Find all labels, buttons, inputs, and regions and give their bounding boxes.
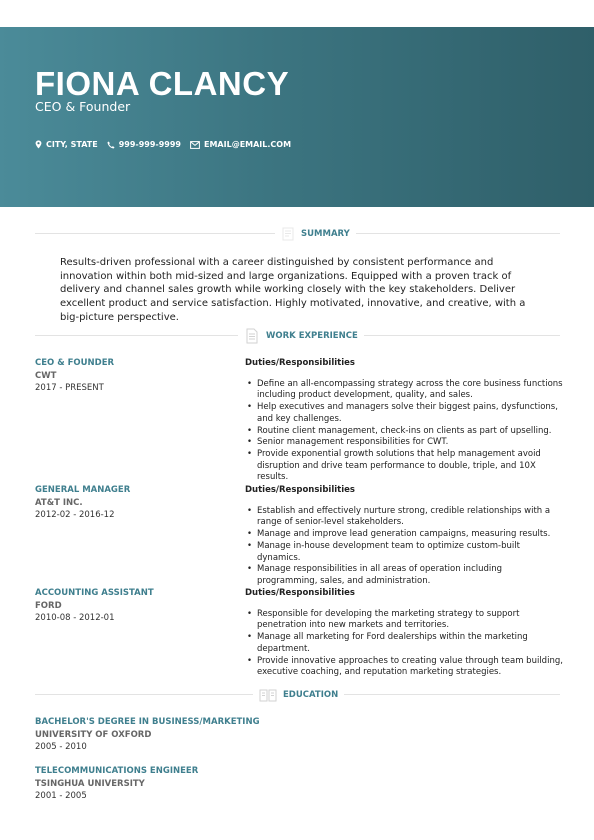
experience-section-header xyxy=(35,328,560,344)
contact-location xyxy=(35,140,98,149)
education-entry-2 xyxy=(35,765,335,803)
education-heading: EDUCATION xyxy=(283,690,339,700)
degree-title: BACHELOR'S DEGREE IN BUSINESS/MARKETING xyxy=(35,717,260,727)
email-icon xyxy=(190,141,200,149)
job-entry-1-duties xyxy=(245,358,563,484)
location-icon xyxy=(35,140,42,149)
job-dates: 2017 - PRESENT xyxy=(35,383,104,393)
job-entry-1-meta xyxy=(35,357,225,395)
duty-item: • Define an all-encompassing strategy across the core business functions including product development, quality, and sales. xyxy=(245,379,563,402)
contact-email[interactable] xyxy=(190,140,291,149)
duty-item: • Provide innovative approaches to creating value through team building, executive coaching, and reputation marketing strategies. xyxy=(245,656,563,679)
job-title: CEO & FOUNDER xyxy=(35,358,115,368)
duty-item: • Manage and improve lead generation campaigns, measuring results. xyxy=(245,529,563,541)
duty-item: • Establish and effectively nurture strong, credible relationships with a range of senior-level stakeholders. xyxy=(245,506,563,529)
duty-item: • Responsible for developing the marketing strategy to support penetration into new markets and territories. xyxy=(245,609,563,632)
resume-header xyxy=(0,27,594,207)
duty-item: • Senior management responsibilities for CWT. xyxy=(245,437,563,449)
school-name: UNIVERSITY OF OXFORD xyxy=(35,729,152,740)
education-heading-wrap xyxy=(253,687,344,703)
phone-icon xyxy=(107,141,115,149)
education-entry-1 xyxy=(35,716,335,754)
job-company: AT&T INC. xyxy=(35,497,83,508)
job-title: GENERAL MANAGER xyxy=(35,485,131,495)
summary-section-header xyxy=(35,226,560,242)
job-entry-2-meta xyxy=(35,484,225,522)
experience-heading: WORK EXPERIENCE xyxy=(266,331,358,341)
duty-item: • Provide exponential growth solutions that help management avoid disruption and drive team performance to double, triple, and 10X results. xyxy=(245,449,563,484)
duty-item: • Manage all marketing for Ford dealerships within the marketing department. xyxy=(245,632,563,655)
education-section-header xyxy=(35,687,560,703)
document-icon xyxy=(244,328,260,344)
summary-heading-wrap xyxy=(275,226,356,242)
summary-icon xyxy=(281,227,295,241)
job-title: ACCOUNTING ASSISTANT xyxy=(35,588,154,598)
education-dates: 2005 - 2010 xyxy=(35,742,87,752)
book-icon xyxy=(259,688,277,702)
duties-label: Duties/Responsibilities xyxy=(245,485,355,495)
duties-list xyxy=(245,609,563,679)
duties-label: Duties/Responsibilities xyxy=(245,588,355,598)
duty-item: • Routine client management, check-ins on clients as part of upselling. xyxy=(245,426,563,438)
candidate-title: CEO & Founder xyxy=(35,99,131,114)
job-dates: 2010-08 - 2012-01 xyxy=(35,613,115,623)
duties-label: Duties/Responsibilities xyxy=(245,358,355,368)
job-entry-3-duties xyxy=(245,588,563,679)
school-name: TSINGHUA UNIVERSITY xyxy=(35,778,145,789)
degree-title: TELECOMMUNICATIONS ENGINEER xyxy=(35,766,199,776)
job-dates: 2012-02 - 2016-12 xyxy=(35,510,115,520)
duties-list xyxy=(245,506,563,588)
job-entry-3-meta xyxy=(35,587,225,625)
education-dates: 2001 - 2005 xyxy=(35,791,87,801)
summary-heading: SUMMARY xyxy=(301,229,350,239)
contact-phone xyxy=(107,140,181,149)
job-company: FORD xyxy=(35,600,62,611)
duty-item: • Manage responsibilities in all areas of operation including programming, sales, and administration. xyxy=(245,564,563,587)
duties-list xyxy=(245,379,563,484)
experience-heading-wrap xyxy=(238,328,364,344)
contact-bar xyxy=(35,140,300,149)
duty-item: • Help executives and managers solve their biggest pains, dysfunctions, and key challenges. xyxy=(245,402,563,425)
summary-text: Results-driven professional with a career distinguished by consistent performance and innovation within both mid-sized and large organizations. Equipped with a proven track of delivery and channel sales growth while working closely with the key stakeholders. Deliver excellent product and service satisfaction. Highly motivated, innovative, and creative, with a big-picture perspective. xyxy=(60,257,526,323)
duty-item: • Manage in-house development team to optimize custom-built dynamics. xyxy=(245,541,563,564)
candidate-name: FIONA CLANCY xyxy=(35,65,290,102)
email-text[interactable]: EMAIL@EMAIL.COM xyxy=(204,140,292,149)
phone-text: 999-999-9999 xyxy=(118,140,181,149)
job-company: CWT xyxy=(35,370,57,381)
location-text: CITY, STATE xyxy=(46,140,98,149)
job-entry-2-duties xyxy=(245,485,563,588)
